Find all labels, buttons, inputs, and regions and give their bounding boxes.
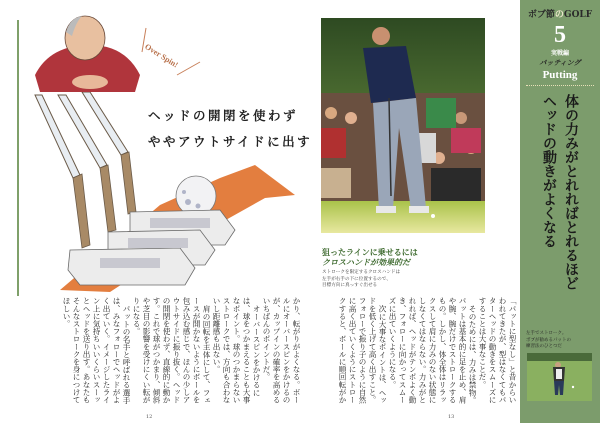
accent-rule <box>17 20 19 296</box>
illustration-caption <box>148 103 312 155</box>
left-body-text <box>33 297 301 410</box>
illustration-caption-line: ヘッドの開閉を使わず <box>148 108 299 123</box>
headline-line: 体の力みがとれればとれるほど <box>563 94 579 290</box>
dotted-divider <box>526 85 594 86</box>
putter-shafts <box>35 92 128 178</box>
paragraph: パットの名手と呼ばれる選手は、みなフォローでヘッドがよく出ていく。イメージしたライン上に気持ちいいくらいスーッとヘッドを送り出す。あなたもそんなストロークを身につけてほしい。 <box>62 297 131 404</box>
inset-caption-line: 練習法のひとつだ <box>526 344 562 349</box>
caption-title-line: クロスハンドが効果的だ <box>322 258 410 267</box>
caption-body-line: 左手が右手の下に位置するので、 <box>322 276 391 282</box>
over-spin-annotation: Over Spin! <box>143 42 180 70</box>
inset-caption-line: 左手でストローク。 <box>526 331 567 336</box>
paragraph: かり、転がりがよくなる。ボールにオーバースピンをかけるのが、カップインの確率を高めるいちばんのポイントだ。 <box>262 297 301 404</box>
topic-kana: パッティング <box>539 59 581 67</box>
paragraph: 「パットに型なし」と昔からいわれてきたが、型はなくてもパターヘッドの動きをスムーズにすることは大事なことだ。 <box>478 297 517 404</box>
paragraph: 次に大事なポイントは、ヘッドを低く上げて高く出すこと。フォローで振り子のように自然に高く出ていくようにストロークすると、ボールに順回転がか <box>338 297 387 404</box>
caption-body-line: 目標方向に真っすぐ出せる <box>322 283 378 288</box>
caption-title-line: 狙ったラインに乗せるには <box>322 248 418 257</box>
chapter-sidebar <box>520 0 600 423</box>
headline <box>538 94 582 298</box>
part-label: 実戦編 <box>550 50 569 57</box>
chapter-number: 5 <box>554 22 566 48</box>
inset-caption <box>526 331 571 351</box>
series-title <box>520 10 600 21</box>
inset-caption-line: ボブが勧めるパットの <box>526 337 571 343</box>
paragraph: そのためには、力みは禁物。パットは基本的に足を止め、肩や腕、腕だけでストロークするもの。しかし、体全体はリラックスして肩に力みのない状態にしなくてはならない。力みがとれれば、ヘッドがテンポよく動き、フォローに向かってスムーズに出ていくようになる。 <box>388 297 477 404</box>
page-number-right: 13 <box>448 414 455 420</box>
page-number-left: 12 <box>146 414 153 420</box>
series-no: の <box>554 10 564 20</box>
paragraph: 肩の回転を主体にして、フェースが開かないようにボールを包み込む感じで、ほんの少しアウトサイドに振り抜く。ヘッドの開閉を使わず、直線的に動かす。これで球がつかまり、傾斜や芝目の影響を受けにくい転がりになる。 <box>132 297 211 404</box>
caption-body-line: ストロークを限定するクロスハンドは <box>322 270 401 275</box>
paragraph: オーバースピンをかけるには、球をつかまえることも大事なポイント。球のつかまらないストロークでは、方向も合わないし距離感も出ない。 <box>212 297 261 404</box>
series-suffix: GOLF <box>563 10 593 20</box>
photo-caption-title <box>322 248 418 268</box>
topic-english: Putting <box>542 69 578 81</box>
illustration-caption-line: ややアウトサイドに出す <box>148 134 313 149</box>
series-prefix: ボブ節 <box>527 10 555 20</box>
photo-caption-body <box>322 270 400 290</box>
right-body-text <box>317 297 517 410</box>
headline-line: ヘッドの動きがよくなる <box>541 94 557 248</box>
golfer-photo <box>321 18 485 233</box>
inset-practice-photo <box>527 353 592 401</box>
